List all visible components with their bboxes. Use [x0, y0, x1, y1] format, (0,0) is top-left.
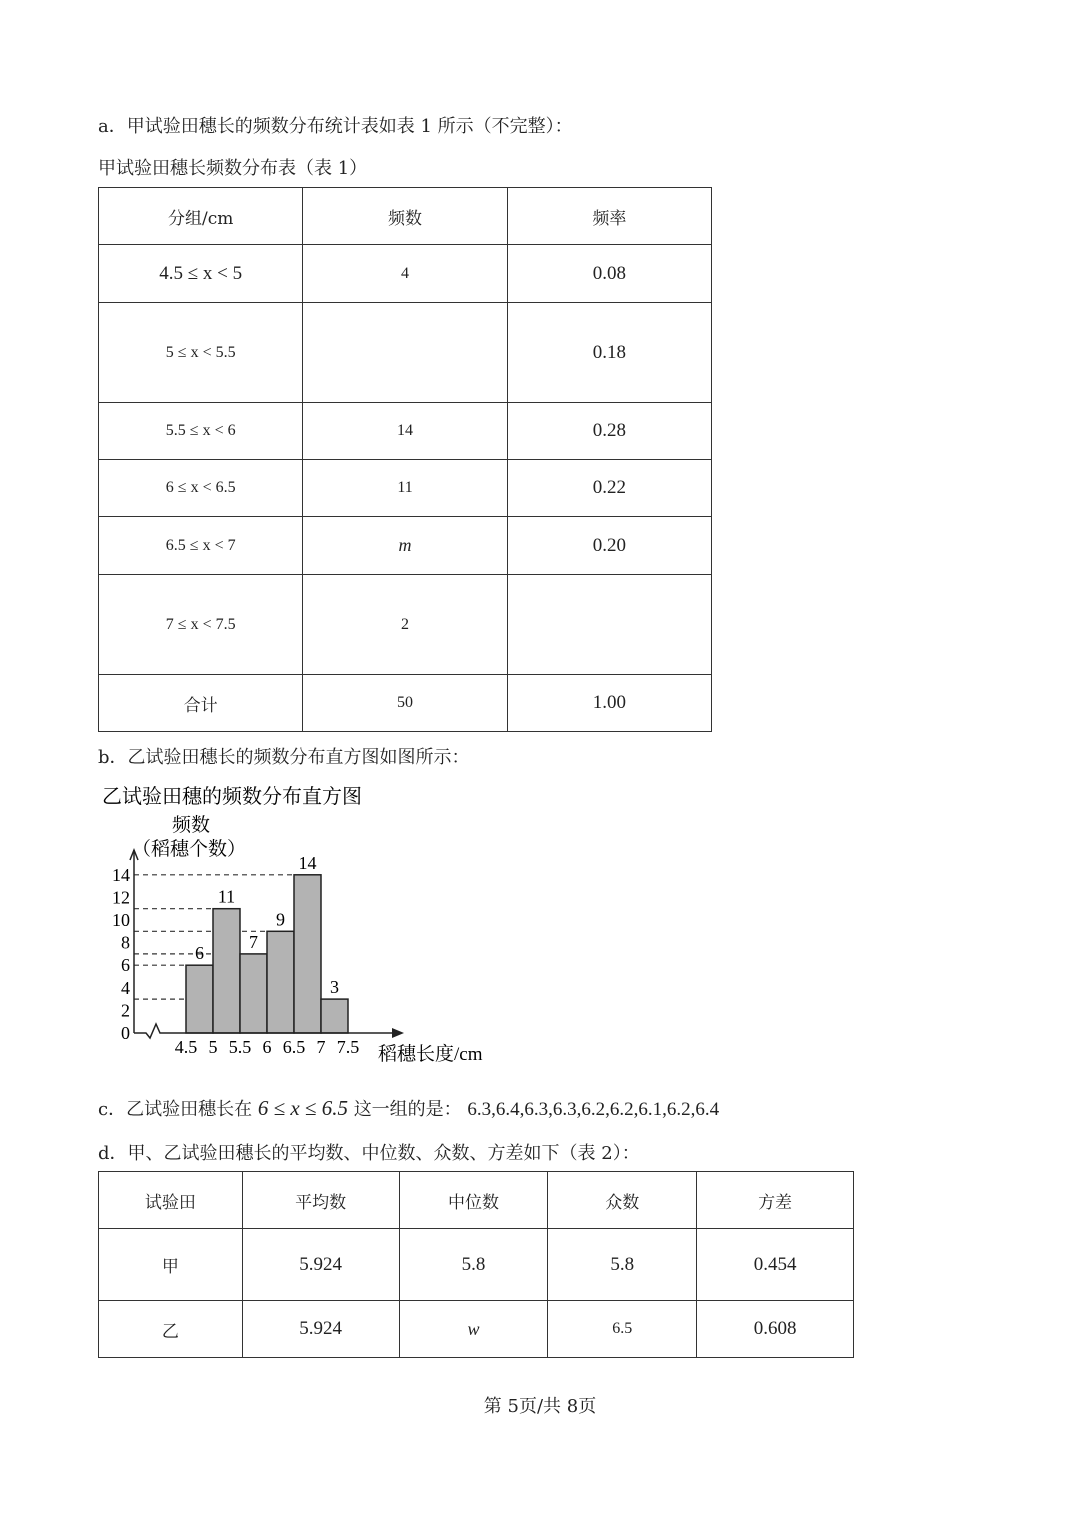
x-tick-label: 7.5 [336, 1037, 360, 1057]
part-a-intro: a．甲试验田穗长的频数分布统计表如表 1 所示（不完整）： [98, 116, 573, 137]
part-c-inequality: 6 ≤ x ≤ 6.5 [257, 1096, 348, 1120]
histogram-bar [294, 875, 321, 1033]
y-tick-label: 8 [121, 932, 130, 953]
y-tick-label: 4 [121, 977, 130, 998]
table2-median-cell: w [399, 1301, 548, 1358]
x-tick-label: 7 [316, 1037, 326, 1057]
table1-group-cell: 4.5 ≤ x < 5 [99, 245, 303, 303]
table1-freq-cell: 2 [303, 575, 507, 675]
part-b-intro: b．乙试验田穗长的频数分布直方图如图所示： [98, 747, 470, 768]
table1-rate-cell: 0.08 [507, 245, 711, 303]
bar-value-label: 7 [249, 931, 258, 952]
chart-ylabel-line1: 频数 [172, 815, 211, 836]
bar-value-label: 11 [217, 886, 236, 907]
histogram-bar [186, 965, 213, 1033]
x-tick-label: 5.5 [228, 1037, 252, 1057]
histogram-bar [240, 954, 267, 1033]
chart-xlabel: 稻穗长度/cm [378, 1044, 483, 1065]
table1-header-row [99, 188, 712, 245]
x-axis-arrow [392, 1028, 404, 1038]
table1-rate-cell: 0.18 [507, 303, 711, 403]
table1-rate-cell: 0.20 [507, 517, 711, 575]
table2-header-row [99, 1172, 854, 1229]
table1-group-cell: 5 ≤ x < 5.5 [99, 303, 303, 403]
part-c-text-after: 这一组的是： [353, 1099, 462, 1120]
chart-title: 乙试验田穗的频数分布直方图 [102, 786, 362, 808]
x-tick-label: 5 [208, 1037, 218, 1057]
bar-value-label: 14 [298, 852, 317, 873]
table2-variance-cell: 0.608 [697, 1301, 854, 1358]
statistics-table-2 [98, 1171, 854, 1358]
histogram-bar [321, 999, 348, 1033]
part-c-values: 6.3,6.4,6.3,6.3,6.2,6.2,6.1,6.2,6.4 [467, 1099, 720, 1120]
table-row [99, 245, 712, 303]
y-tick-label: 0 [121, 1023, 130, 1043]
table-row [99, 517, 712, 575]
y-tick-label: 12 [112, 887, 130, 908]
bar-value-label: 9 [276, 909, 285, 930]
table1-total-freq: 50 [303, 675, 507, 732]
table2-header-field: 试验田 [99, 1172, 243, 1229]
part-d-intro: d．甲、乙试验田穗长的平均数、中位数、众数、方差如下（表 2）： [98, 1143, 640, 1164]
y-tick-label: 10 [112, 910, 130, 930]
table1-group-cell: 7 ≤ x < 7.5 [99, 575, 303, 675]
table2-field-cell: 甲 [99, 1229, 243, 1301]
histogram-chart [96, 780, 516, 1070]
part-c-text-before: c．乙试验田穗长在 [98, 1099, 253, 1120]
chart-ylabel-line2: （稻穗个数） [132, 839, 247, 860]
table1-freq-cell: 14 [303, 403, 507, 460]
table2-header-mean: 平均数 [242, 1172, 399, 1229]
table-row [99, 303, 712, 403]
table2-mean-cell: 5.924 [242, 1301, 399, 1358]
table1-rate-cell [507, 575, 711, 675]
table-row [99, 575, 712, 675]
table-row [99, 1229, 854, 1301]
table-row [99, 675, 712, 732]
table1-header-freq: 频数 [303, 188, 507, 245]
table2-header-mode: 众数 [548, 1172, 697, 1229]
frequency-table-1 [98, 187, 712, 732]
table1-freq-cell [303, 303, 507, 403]
chart-y-tick-labels [112, 865, 130, 1043]
y-tick-label: 6 [121, 955, 130, 976]
table1-rate-cell: 0.28 [507, 403, 711, 460]
table1-group-cell: 5.5 ≤ x < 6 [99, 403, 303, 460]
histogram-bar [213, 909, 240, 1033]
y-tick-label: 2 [121, 1000, 130, 1021]
table2-median-cell: 5.8 [399, 1229, 548, 1301]
x-tick-label: 6.5 [282, 1037, 306, 1057]
table1-freq-cell: m [303, 517, 507, 575]
table1-header-group: 分组/cm [99, 188, 303, 245]
y-tick-label: 14 [112, 864, 130, 885]
table1-group-cell: 6.5 ≤ x < 7 [99, 517, 303, 575]
table1-rate-cell: 0.22 [507, 460, 711, 517]
table-row [99, 460, 712, 517]
table2-variance-cell: 0.454 [697, 1229, 854, 1301]
table2-header-median: 中位数 [399, 1172, 548, 1229]
x-tick-label: 6 [262, 1037, 272, 1057]
table2-field-cell: 乙 [99, 1301, 243, 1358]
page-footer: 第 5页/共 8页 [483, 1396, 597, 1417]
table-row [99, 403, 712, 460]
table1-group-cell: 6 ≤ x < 6.5 [99, 460, 303, 517]
table1-header-rate: 频率 [507, 188, 711, 245]
bar-value-label: 3 [330, 977, 339, 998]
bar-value-label: 6 [195, 943, 204, 964]
part-c-line [98, 1095, 719, 1121]
table1-total-rate: 1.00 [507, 675, 711, 732]
table1-total-label: 合计 [99, 675, 303, 732]
table1-title: 甲试验田穗长频数分布表（表 1） [98, 158, 368, 179]
table2-mode-cell: 6.5 [548, 1301, 697, 1358]
table2-mean-cell: 5.924 [242, 1229, 399, 1301]
table-row [99, 1301, 854, 1358]
histogram-bar [267, 931, 294, 1033]
table1-freq-cell: 11 [303, 460, 507, 517]
x-tick-label: 4.5 [174, 1037, 198, 1057]
table2-mode-cell: 5.8 [548, 1229, 697, 1301]
table2-header-variance: 方差 [697, 1172, 854, 1229]
chart-x-tick-labels [175, 1037, 360, 1057]
table1-freq-cell: 4 [303, 245, 507, 303]
